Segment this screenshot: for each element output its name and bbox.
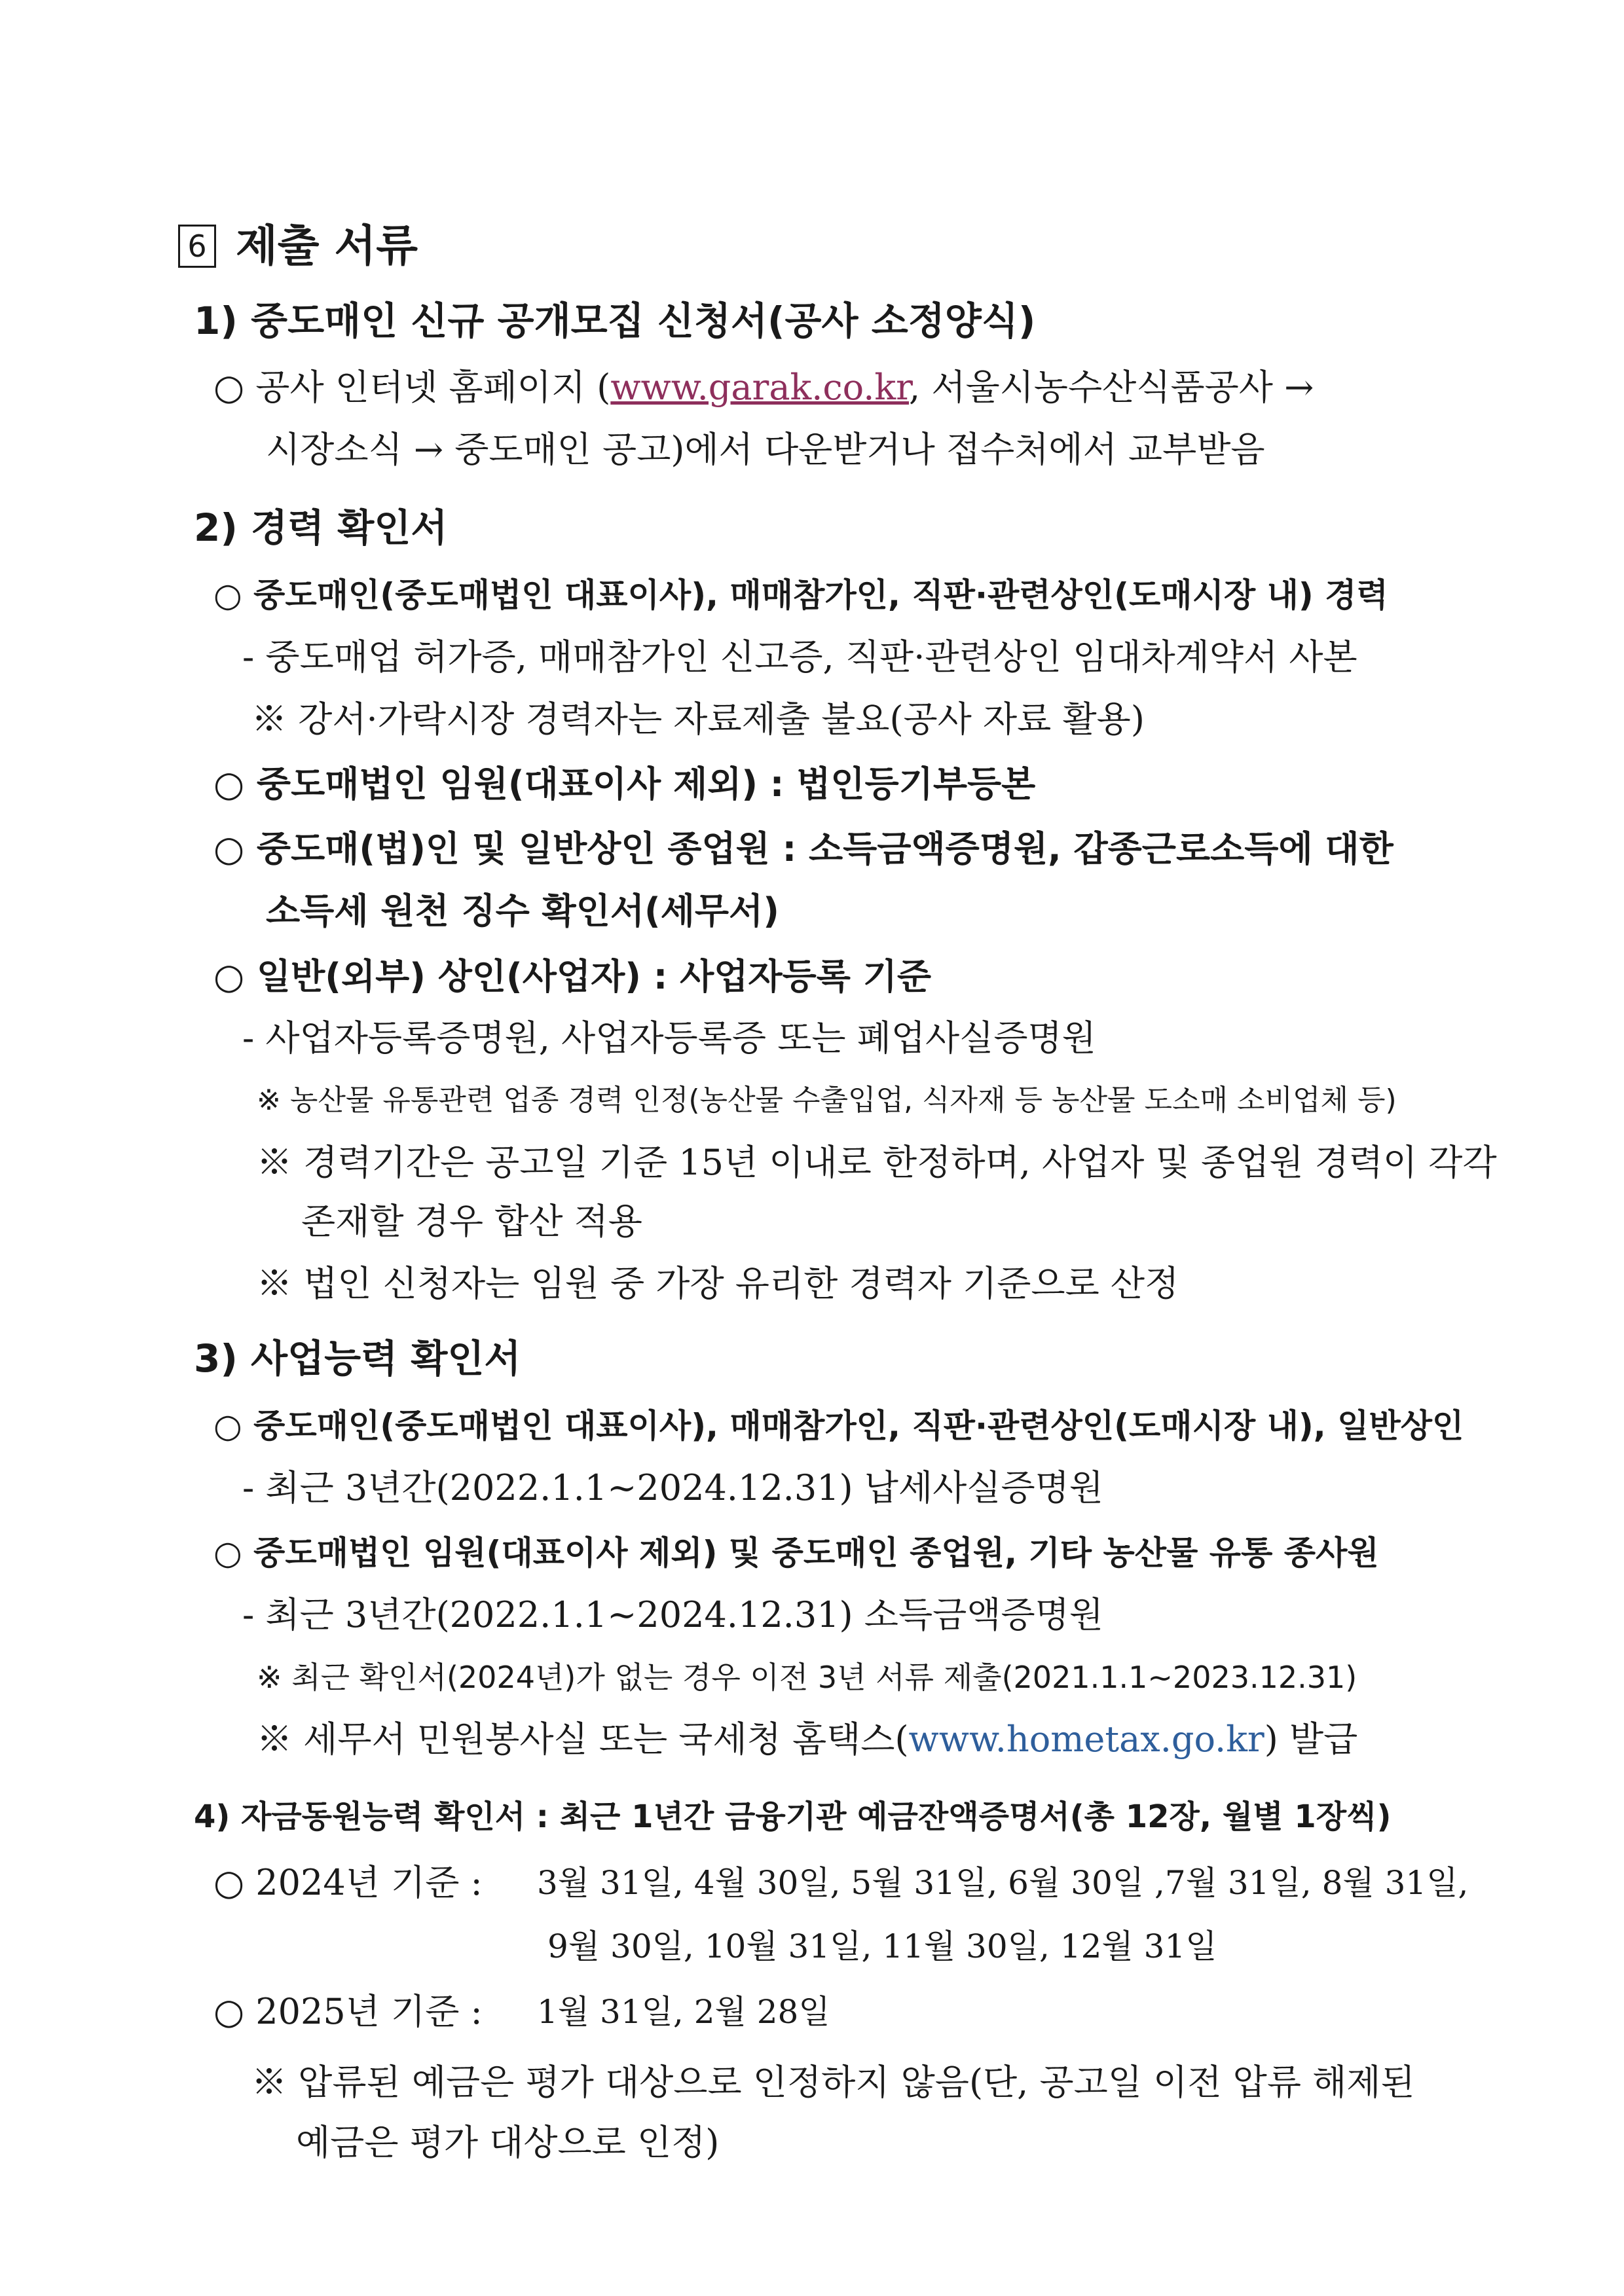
item2-bullet4-dash: - 사업자등록증명원, 사업자등록증 또는 폐업사실증명원 <box>242 1017 1096 1059</box>
item4-bullet1-dates-cont: 9월 30일, 10월 31일, 11월 30일, 12월 31일 <box>547 1927 1217 1965</box>
item4-bullet2-label: ○ 2025년 기준 : <box>213 1991 483 2032</box>
item4-bullet2-dates: 1월 31일, 2월 28일 <box>537 1993 830 2031</box>
section-title <box>178 219 418 274</box>
item1-bullet-pre: ○ 공사 인터넷 홈페이지 ( <box>213 367 611 408</box>
item3-bullet1-dash: - 최근 3년간(2022.1.1~2024.12.31) 납세사실증명원 <box>242 1467 1103 1508</box>
item2-note3: ※ 법인 신청자는 임원 중 가장 유리한 경력자 기준으로 산정 <box>257 1263 1179 1304</box>
section-title-text: 제출 서류 <box>236 221 418 271</box>
item4-heading: 4) 자금동원능력 확인서 : 최근 1년간 금융기관 예금잔액증명서(총 12장, 월별 1장씩) <box>194 1798 1392 1835</box>
item3-heading: 3) 사업능력 확인서 <box>194 1336 521 1381</box>
item2-bullet2: ○ 중도매법인 임원(대표이사 제외) : 법인등기부등본 <box>213 763 1036 805</box>
item1-heading: 1) 중도매인 신규 공개모집 신청서(공사 소정양식) <box>194 299 1036 343</box>
item2-bullet3: ○ 중도매(법)인 및 일반상인 종업원 : 소득금액증명원, 갑종근로소득에 대한 <box>213 828 1393 869</box>
item2-bullet1-dash: - 중도매업 허가증, 매매참가인 신고증, 직판·관련상인 임대차계약서 사본 <box>242 636 1357 678</box>
item4-note: ※ 압류된 예금은 평가 대상으로 인정하지 않음(단, 공고일 이전 압류 해제된 <box>251 2062 1415 2103</box>
item2-note2: ※ 경력기간은 공고일 기준 15년 이내로 한정하며, 사업자 및 종업원 경력이 각각 <box>257 1142 1497 1183</box>
item3-note2-post: ) 발급 <box>1264 1719 1358 1760</box>
item4-bullet1-label: ○ 2024년 기준 : <box>213 1862 483 1903</box>
section-number-box: 6 <box>178 225 216 268</box>
item1-bullet <box>213 365 1314 410</box>
item4-bullet1-dates: 3월 31일, 4월 30일, 5월 31일, 6월 30일 ,7월 31일, 8월 31일, <box>537 1864 1469 1902</box>
item2-note2-cont: 존재할 경우 합산 적용 <box>301 1201 642 1242</box>
item3-note2-pre: ※ 세무서 민원봉사실 또는 국세청 홈택스( <box>257 1719 909 1760</box>
item2-note1: ※ 농산물 유통관련 업종 경력 인정(농산물 수출입업, 식자재 등 농산물 도소매 소비업체 등) <box>257 1084 1397 1117</box>
item2-heading: 2) 경력 확인서 <box>194 505 448 550</box>
item2-bullet1-note: ※ 강서·가락시장 경력자는 자료제출 불요(공사 자료 활용) <box>251 699 1145 740</box>
item2-bullet1: ○ 중도매인(중도매법인 대표이사), 매매참가인, 직판·관련상인(도매시장 내) 경력 <box>213 576 1388 614</box>
item3-bullet2: ○ 중도매법인 임원(대표이사 제외) 및 중도매인 종업원, 기타 농산물 유통 종사원 <box>213 1534 1379 1572</box>
item4-note-cont: 예금은 평가 대상으로 인정) <box>296 2122 720 2163</box>
item1-bullet-post: , 서울시농수산식품공사 → <box>908 367 1314 408</box>
item3-note2 <box>257 1717 1357 1762</box>
garak-homepage-link[interactable]: www.garak.co.kr <box>610 367 909 408</box>
item2-bullet4: ○ 일반(외부) 상인(사업자) : 사업자등록 기준 <box>213 956 932 997</box>
item2-bullet3-cont: 소득세 원천 징수 확인서(세무서) <box>266 890 779 932</box>
hometax-link[interactable]: www.hometax.go.kr <box>908 1719 1264 1760</box>
item3-bullet1: ○ 중도매인(중도매법인 대표이사), 매매참가인, 직판·관련상인(도매시장 내), 일반상인 <box>213 1407 1464 1445</box>
item1-bullet-cont: 시장소식 → 중도매인 공고)에서 다운받거나 접수처에서 교부받음 <box>266 429 1265 470</box>
item3-bullet2-dash: - 최근 3년간(2022.1.1~2024.12.31) 소득금액증명원 <box>242 1594 1103 1635</box>
item3-note1: ※ 최근 확인서(2024년)가 없는 경우 이전 3년 서류 제출(2021.1.1~2023.12.31) <box>257 1660 1357 1695</box>
